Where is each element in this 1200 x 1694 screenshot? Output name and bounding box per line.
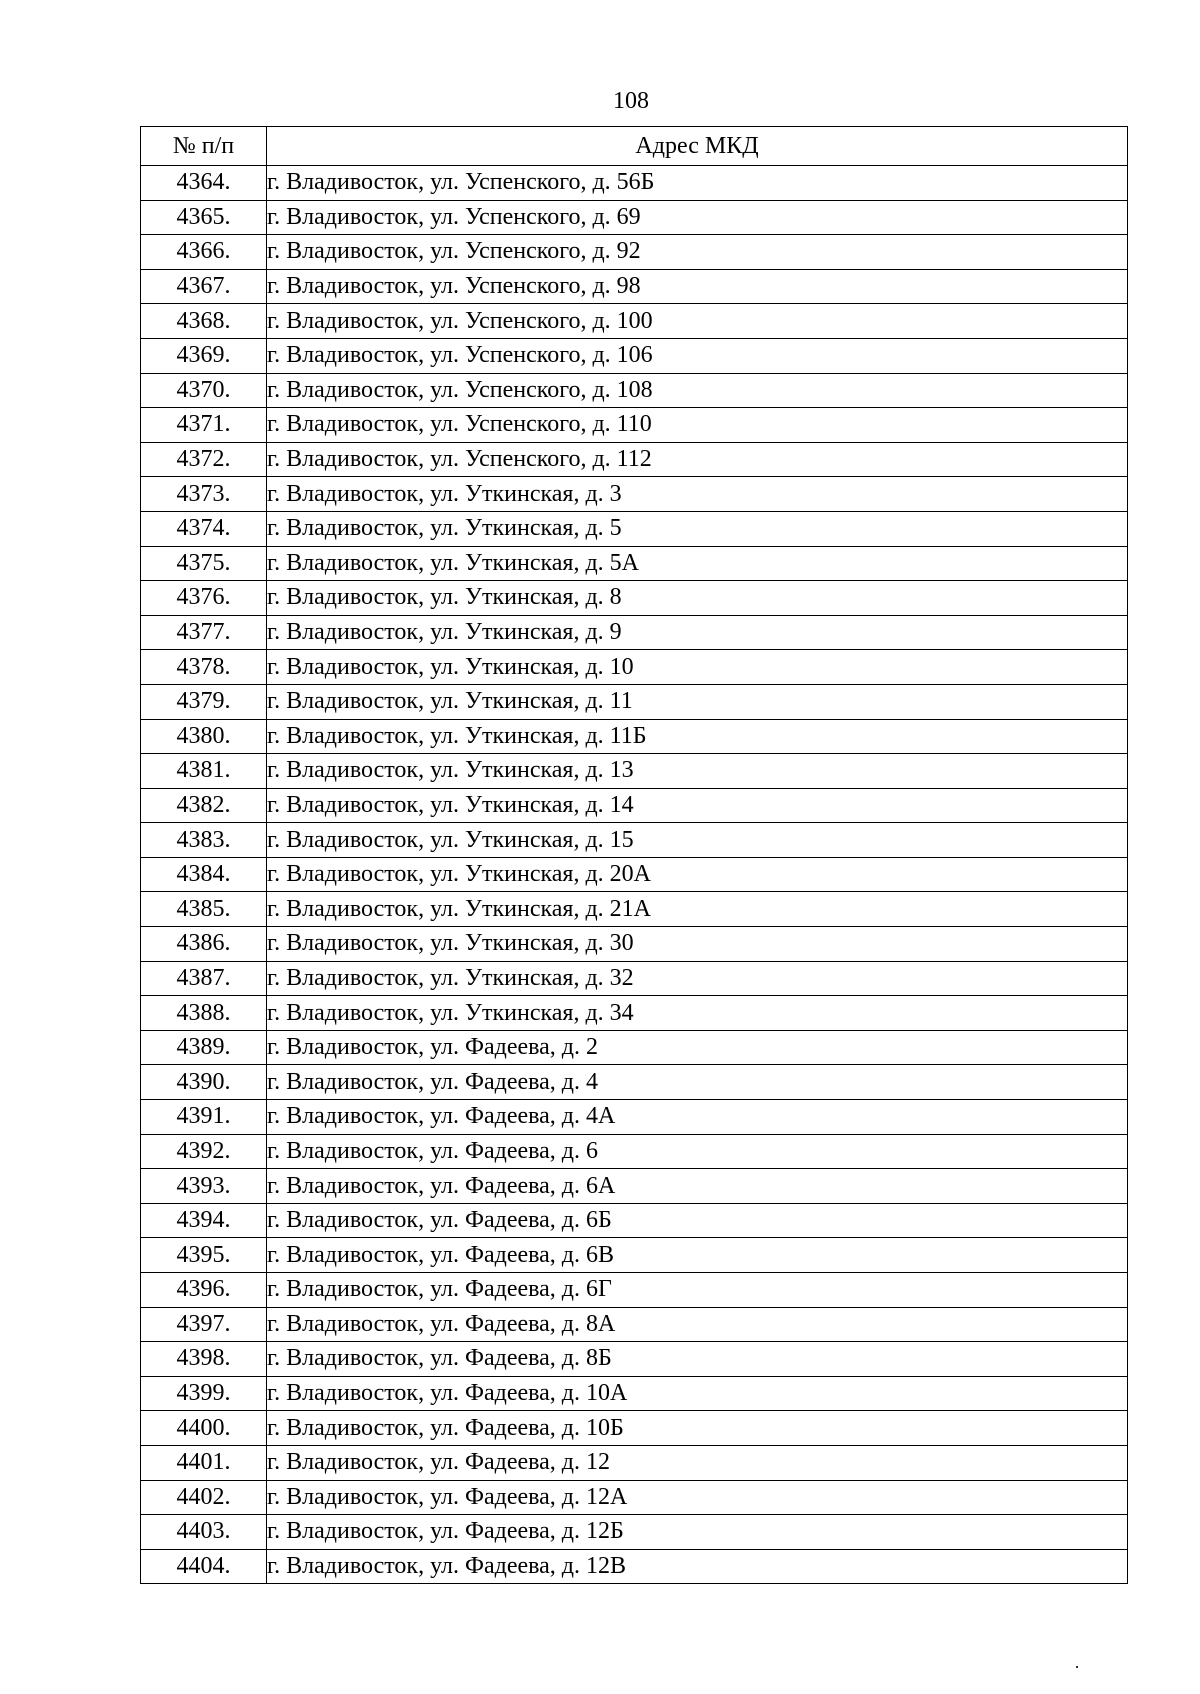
row-address: г. Владивосток, ул. Успенского, д. 112 — [267, 442, 1128, 477]
row-number: 4388. — [141, 996, 267, 1031]
row-address: г. Владивосток, ул. Уткинская, д. 3 — [267, 477, 1128, 512]
row-number: 4402. — [141, 1480, 267, 1515]
table-row — [141, 338, 1128, 373]
table-row — [141, 1169, 1128, 1204]
row-address: г. Владивосток, ул. Уткинская, д. 20А — [267, 857, 1128, 892]
table-row — [141, 1065, 1128, 1100]
row-address: г. Владивосток, ул. Фадеева, д. 4 — [267, 1065, 1128, 1100]
table-row — [141, 408, 1128, 443]
row-address: г. Владивосток, ул. Успенского, д. 98 — [267, 269, 1128, 304]
row-number: 4398. — [141, 1342, 267, 1377]
row-address: г. Владивосток, ул. Уткинская, д. 14 — [267, 788, 1128, 823]
row-address: г. Владивосток, ул. Фадеева, д. 12 — [267, 1445, 1128, 1480]
row-number: 4386. — [141, 927, 267, 962]
table-row — [141, 996, 1128, 1031]
row-address: г. Владивосток, ул. Фадеева, д. 6 — [267, 1134, 1128, 1169]
table-row — [141, 927, 1128, 962]
row-number: 4365. — [141, 200, 267, 235]
table-row — [141, 581, 1128, 616]
table-row — [141, 304, 1128, 339]
column-header-address: Адрес МКД — [267, 127, 1128, 166]
row-address: г. Владивосток, ул. Фадеева, д. 6В — [267, 1238, 1128, 1273]
row-address: г. Владивосток, ул. Уткинская, д. 11Б — [267, 719, 1128, 754]
row-number: 4373. — [141, 477, 267, 512]
row-address: г. Владивосток, ул. Фадеева, д. 10А — [267, 1376, 1128, 1411]
table-row — [141, 754, 1128, 789]
row-address: г. Владивосток, ул. Уткинская, д. 21А — [267, 892, 1128, 927]
table-row — [141, 1030, 1128, 1065]
row-number: 4383. — [141, 823, 267, 858]
table-row — [141, 1238, 1128, 1273]
row-number: 4369. — [141, 338, 267, 373]
table-row — [141, 1445, 1128, 1480]
row-address: г. Владивосток, ул. Успенского, д. 100 — [267, 304, 1128, 339]
row-number: 4378. — [141, 650, 267, 685]
address-table — [140, 126, 1128, 1584]
row-number: 4387. — [141, 961, 267, 996]
table-body — [141, 166, 1128, 1584]
row-address: г. Владивосток, ул. Успенского, д. 69 — [267, 200, 1128, 235]
table-row — [141, 546, 1128, 581]
row-number: 4384. — [141, 857, 267, 892]
row-number: 4404. — [141, 1549, 267, 1584]
row-address: г. Владивосток, ул. Фадеева, д. 8А — [267, 1307, 1128, 1342]
row-address: г. Владивосток, ул. Фадеева, д. 6Г — [267, 1273, 1128, 1308]
row-address: г. Владивосток, ул. Фадеева, д. 8Б — [267, 1342, 1128, 1377]
row-address: г. Владивосток, ул. Уткинская, д. 5 — [267, 511, 1128, 546]
table-row — [141, 892, 1128, 927]
table-row — [141, 1273, 1128, 1308]
row-number: 4374. — [141, 511, 267, 546]
page-number: 108 — [613, 88, 649, 114]
table-row — [141, 477, 1128, 512]
row-address: г. Владивосток, ул. Уткинская, д. 13 — [267, 754, 1128, 789]
table-row — [141, 615, 1128, 650]
row-address: г. Владивосток, ул. Фадеева, д. 12А — [267, 1480, 1128, 1515]
row-number: 4376. — [141, 581, 267, 616]
row-number: 4396. — [141, 1273, 267, 1308]
row-address: г. Владивосток, ул. Фадеева, д. 2 — [267, 1030, 1128, 1065]
row-number: 4367. — [141, 269, 267, 304]
row-address: г. Владивосток, ул. Успенского, д. 92 — [267, 235, 1128, 270]
row-address: г. Владивосток, ул. Фадеева, д. 6Б — [267, 1203, 1128, 1238]
row-number: 4385. — [141, 892, 267, 927]
row-number: 4375. — [141, 546, 267, 581]
row-number: 4397. — [141, 1307, 267, 1342]
table-row — [141, 823, 1128, 858]
row-number: 4399. — [141, 1376, 267, 1411]
row-number: 4395. — [141, 1238, 267, 1273]
row-address: г. Владивосток, ул. Уткинская, д. 15 — [267, 823, 1128, 858]
table-row — [141, 1480, 1128, 1515]
table-row — [141, 1307, 1128, 1342]
row-number: 4364. — [141, 166, 267, 201]
row-number: 4370. — [141, 373, 267, 408]
row-address: г. Владивосток, ул. Фадеева, д. 10Б — [267, 1411, 1128, 1446]
row-address: г. Владивосток, ул. Фадеева, д. 6А — [267, 1169, 1128, 1204]
table-row — [141, 442, 1128, 477]
row-number: 4368. — [141, 304, 267, 339]
row-address: г. Владивосток, ул. Успенского, д. 56Б — [267, 166, 1128, 201]
column-header-number: № п/п — [141, 127, 267, 166]
row-address: г. Владивосток, ул. Уткинская, д. 5А — [267, 546, 1128, 581]
table-row — [141, 788, 1128, 823]
table-row — [141, 1100, 1128, 1135]
scan-speck — [1076, 1666, 1078, 1668]
table-row — [141, 650, 1128, 685]
table-row — [141, 235, 1128, 270]
table-header-row — [141, 127, 1128, 166]
row-address: г. Владивосток, ул. Успенского, д. 106 — [267, 338, 1128, 373]
table-row — [141, 1203, 1128, 1238]
row-address: г. Владивосток, ул. Уткинская, д. 34 — [267, 996, 1128, 1031]
row-address: г. Владивосток, ул. Уткинская, д. 30 — [267, 927, 1128, 962]
table-row — [141, 961, 1128, 996]
table-row — [141, 200, 1128, 235]
row-number: 4381. — [141, 754, 267, 789]
row-number: 4379. — [141, 684, 267, 719]
table-row — [141, 373, 1128, 408]
table-row — [141, 511, 1128, 546]
table-row — [141, 1411, 1128, 1446]
row-number: 4403. — [141, 1515, 267, 1550]
row-number: 4400. — [141, 1411, 267, 1446]
table-row — [141, 1515, 1128, 1550]
row-address: г. Владивосток, ул. Успенского, д. 110 — [267, 408, 1128, 443]
table-row — [141, 684, 1128, 719]
row-number: 4394. — [141, 1203, 267, 1238]
table-row — [141, 1342, 1128, 1377]
row-address: г. Владивосток, ул. Успенского, д. 108 — [267, 373, 1128, 408]
table-row — [141, 857, 1128, 892]
row-number: 4389. — [141, 1030, 267, 1065]
row-address: г. Владивосток, ул. Уткинская, д. 8 — [267, 581, 1128, 616]
row-number: 4382. — [141, 788, 267, 823]
row-address: г. Владивосток, ул. Уткинская, д. 9 — [267, 615, 1128, 650]
row-address: г. Владивосток, ул. Фадеева, д. 12Б — [267, 1515, 1128, 1550]
row-number: 4371. — [141, 408, 267, 443]
table-row — [141, 269, 1128, 304]
row-number: 4391. — [141, 1100, 267, 1135]
table-row — [141, 719, 1128, 754]
row-number: 4401. — [141, 1445, 267, 1480]
table-row — [141, 1134, 1128, 1169]
row-address: г. Владивосток, ул. Фадеева, д. 4А — [267, 1100, 1128, 1135]
row-address: г. Владивосток, ул. Уткинская, д. 32 — [267, 961, 1128, 996]
row-address: г. Владивосток, ул. Фадеева, д. 12В — [267, 1549, 1128, 1584]
row-number: 4390. — [141, 1065, 267, 1100]
row-address: г. Владивосток, ул. Уткинская, д. 10 — [267, 650, 1128, 685]
row-address: г. Владивосток, ул. Уткинская, д. 11 — [267, 684, 1128, 719]
row-number: 4372. — [141, 442, 267, 477]
row-number: 4393. — [141, 1169, 267, 1204]
table-row — [141, 166, 1128, 201]
row-number: 4377. — [141, 615, 267, 650]
row-number: 4366. — [141, 235, 267, 270]
row-number: 4380. — [141, 719, 267, 754]
row-number: 4392. — [141, 1134, 267, 1169]
table-row — [141, 1549, 1128, 1584]
table-row — [141, 1376, 1128, 1411]
